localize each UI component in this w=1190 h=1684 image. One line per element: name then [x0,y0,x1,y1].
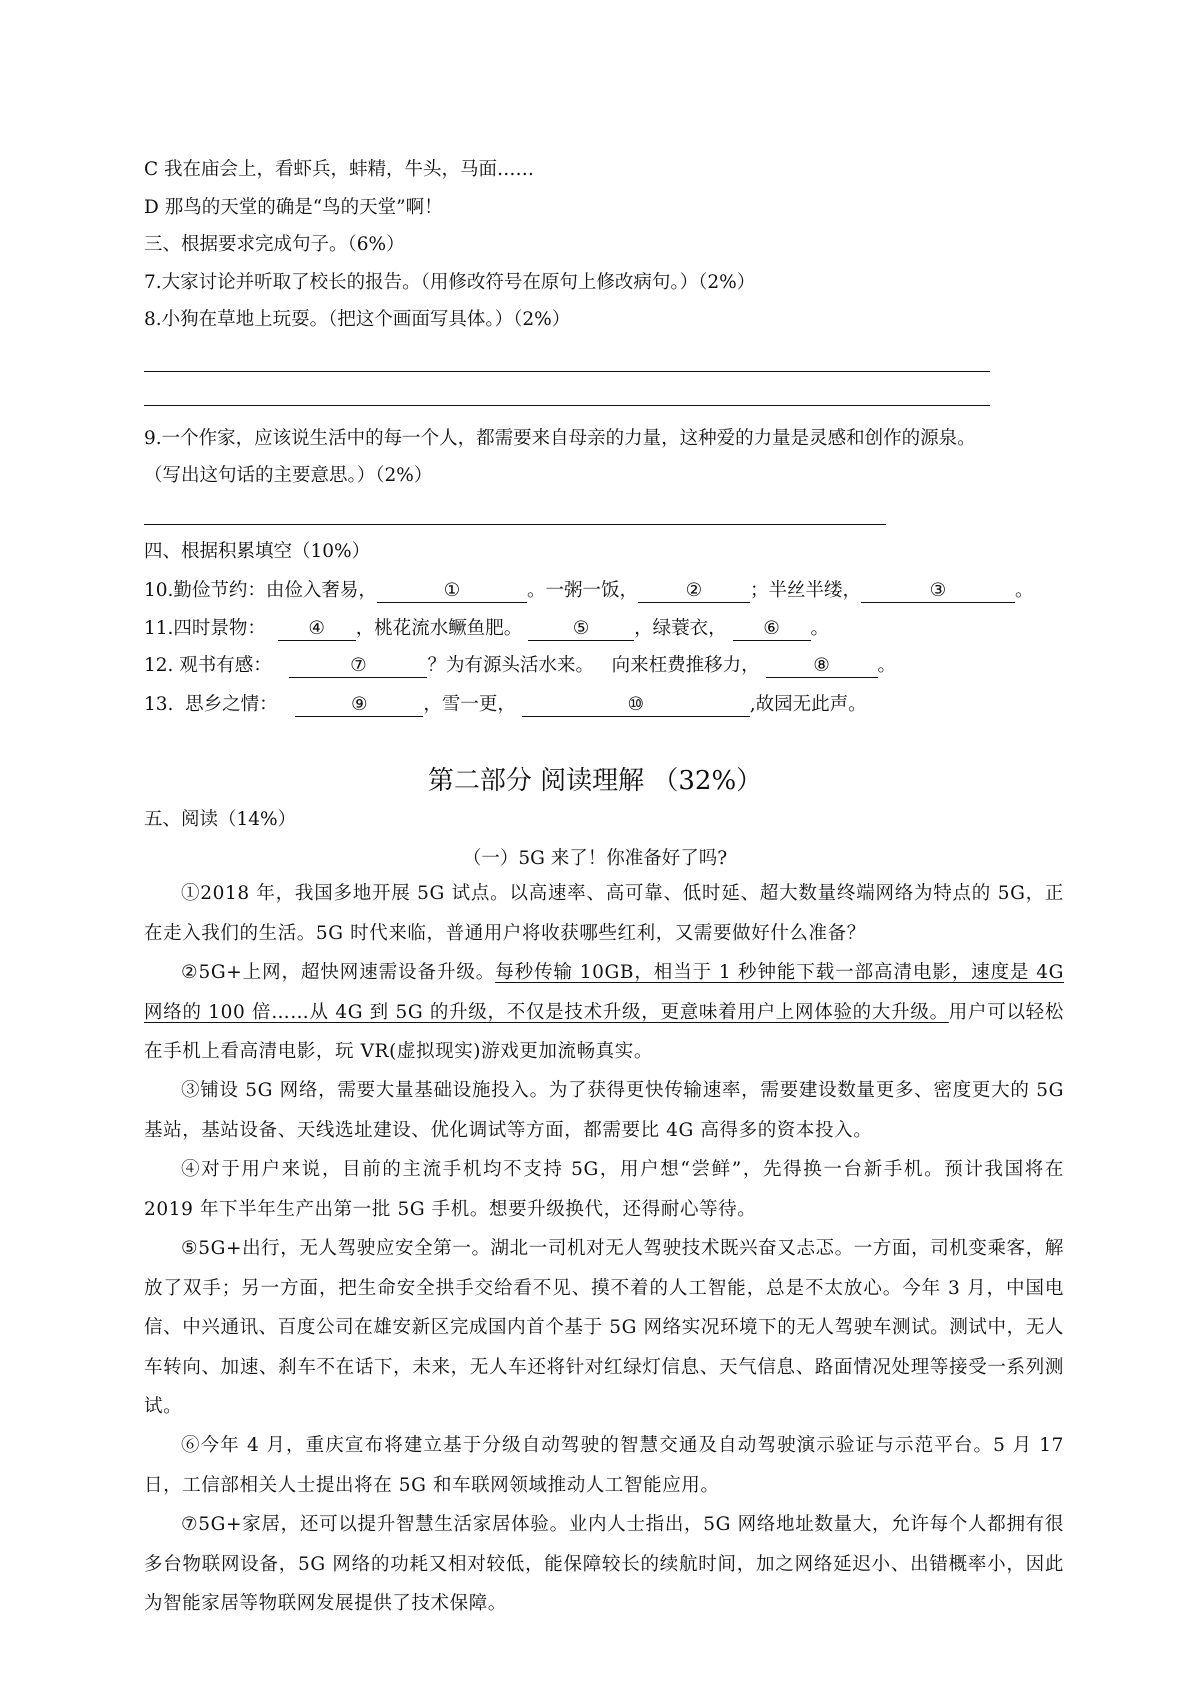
option-c: C 我在庙会上，看虾兵，蚌精，牛头，马面…… [144,159,535,180]
question-12 [144,653,896,679]
paragraph-2-text-b: 用户可以轻松在手机上看高清电影，玩 VR(虚拟现实)游戏更加流畅真实。 [144,1001,1064,1062]
option-d: D 那鸟的天堂的确是“鸟的天堂”啊！ [144,197,443,218]
paragraph-2-text-a: ②5G+上网，超快网速需设备升级。 [181,962,496,983]
q12-text-c: ？为有源头活水来。 向来枉费推移力， [427,655,760,676]
q10-text-d: ；半丝半缕， [749,580,861,601]
section-3-title: 三、根据要求完成句子。（6%） [144,234,405,255]
question-7: 7.大家讨论并听取了校长的报告。（用修改符号在原句上修改病句。）（2%） [144,272,756,293]
q13-text-c: ，雪一更， [423,694,516,715]
blank-7[interactable]: ⑦ [289,655,427,678]
q11-text-d: ，绿蓑衣， [634,618,727,639]
question-8: 8.小狗在草地上玩耍。（把这个画面写具体。）（2%） [144,309,571,330]
paragraph-7: ⑦5G+家居，还可以提升智慧生活家居体验。业内人士指出，5G 网络地址数量大，允许每个人都拥有很多台物联网设备，5G 网络的功耗又相对较低，能保障较长的续航时间，加之网络延迟小、出错概率小，因此为智能家居等物联网发展提供了技术保障。 [144,1514,1064,1614]
paragraph-4: ④对于用户来说，目前的主流手机均不支持 5G，用户想“尝鲜”，先得换一台新手机。预计我国将在 2019 年下半年生产出第一批 5G 手机。想要升级换代，还得耐心等待。 [144,1159,1064,1220]
paragraph-5: ⑤5G+出行，无人驾驶应安全第一。湖北一司机对无人驾驶技术既兴奋又忐忑。一方面，司机变乘客，解放了双手；另一方面，把生命安全拱手交给看不见、摸不着的人工智能，总是不太放心。今年 3 月，中国电信、中兴通讯、百度公司在雄安新区完成国内首个基于 5G 网络实况环境下的无人驾驶车测试。测试中，无人车转向、加速、刹车不在话下，未来，无人车还将针对红绿灯信息、天气信息、路面情况处理等接受一系列测试。 [144,1238,1064,1417]
q11-text-a: 11.四时景物： [144,618,266,639]
q13-text-a: 13. 思乡之情： [144,694,278,715]
q10-text-e: 。 [1014,580,1034,601]
q10-text-c: 。一粥一饭， [526,580,638,601]
blank-10[interactable]: ⑩ [522,694,750,717]
paragraph-1: ①2018 年，我国多地开展 5G 试点。以高速率、高可靠、低时延、超大数量终端网络为特点的 5G，正在走入我们的生活。5G 时代来临，普通用户将收获哪些红利，又需要做好什么准备？ [144,883,1064,944]
blank-9[interactable]: ⑨ [295,694,423,717]
question-11 [144,616,829,642]
blank-2[interactable]: ② [638,580,750,603]
question-9-line-2: （写出这句话的主要意思。）（2%） [144,465,433,486]
blank-4[interactable]: ④ [278,618,356,641]
q12-text-d: 。 [877,655,897,676]
q11-text-c: ，桃花流水鳜鱼肥。 [355,618,523,639]
question-13 [144,692,867,718]
question-9-line-1: 9.一个作家，应该说生活中的每一个人，都需要来自母亲的力量，这种爱的力量是灵感和创作的源泉。 [144,428,976,449]
q13-text-d: ,故园无此声。 [749,694,867,715]
paragraph-2-underlined: 每秒传输 10GB，相当于 1 秒钟能下载一部高清电影，速度是 4G 网络的 100 倍……从 4G 到 5G 的升级，不仅是技术升级，更意味着用户上网体验的大升级。 [144,962,1064,1023]
answer-line-q8-1[interactable] [144,371,990,372]
blank-1[interactable]: ① [377,580,527,603]
question-10 [144,578,1033,604]
blank-8[interactable]: ⑧ [766,655,878,678]
answer-line-q9[interactable] [144,524,886,525]
paragraph-3: ③铺设 5G 网络，需要大量基础设施投入。为了获得更快传输速率，需要建设数量更多、密度更大的 5G 基站，基站设备、天线选址建设、优化调试等方面，都需要比 4G 高得多的资本投入。 [144,1080,1064,1141]
blank-6[interactable]: ⑥ [733,618,811,641]
section-5-title: 五、阅读（14%） [144,809,297,830]
q11-text-e: 。 [810,618,830,639]
q10-text-a: 10.勤俭节约：由俭入奢易， [144,580,377,601]
article-title: （一）5G 来了！你准备好了吗? [462,848,728,869]
q12-text-a: 12. 观书有感： [144,655,272,676]
section-4-title: 四、根据积累填空（10%） [144,541,371,562]
paragraph-2 [144,953,1064,1072]
blank-3[interactable]: ③ [861,580,1015,603]
paragraph-6: ⑥今年 4 月，重庆宣布将建立基于分级自动驾驶的智慧交通及自动驾驶演示验证与示范平台。5 月 17 日，工信部相关人士提出将在 5G 和车联网领域推动人工智能应用。 [144,1435,1064,1496]
blank-5[interactable]: ⑤ [528,618,634,641]
part-2-title: 第二部分 阅读理解 （32%） [427,766,763,796]
answer-line-q8-2[interactable] [144,405,990,406]
